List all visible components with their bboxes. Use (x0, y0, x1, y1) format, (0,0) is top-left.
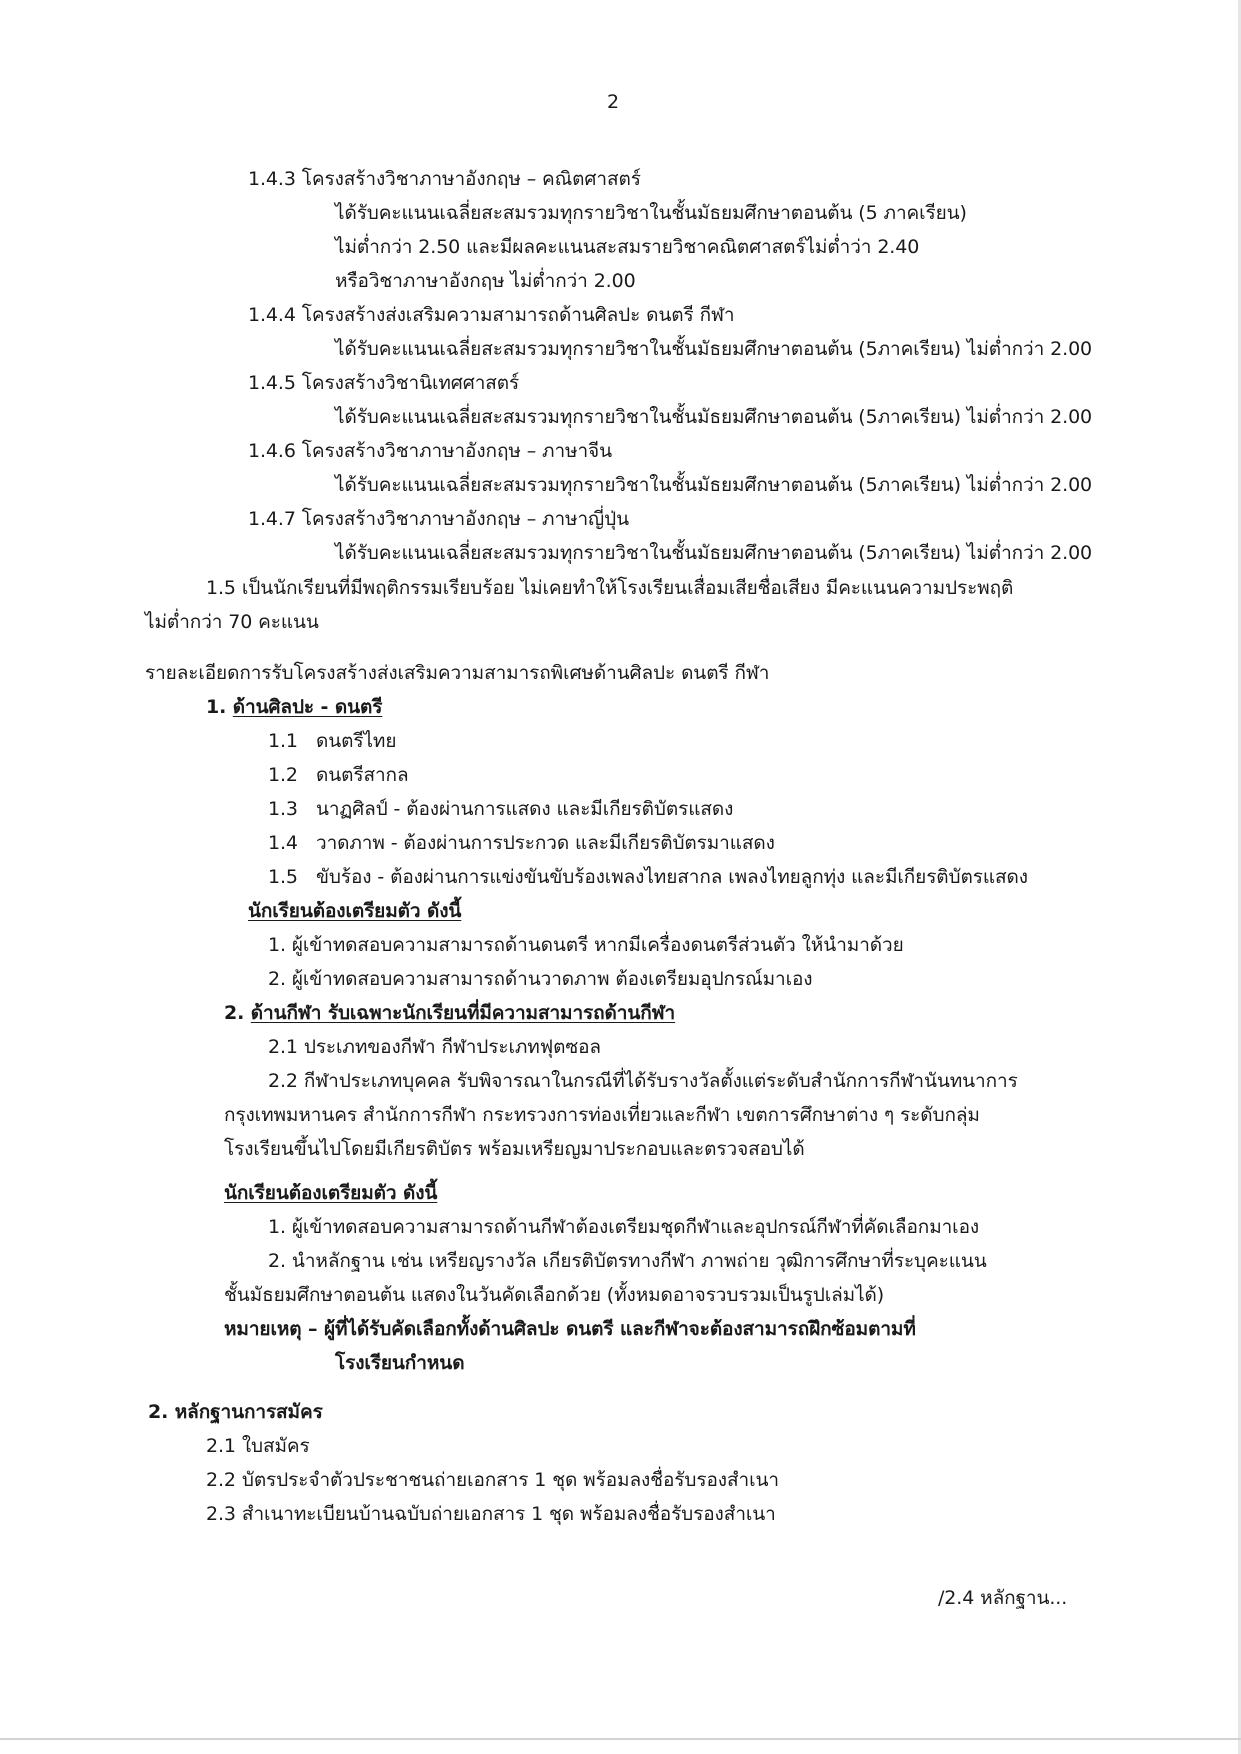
arts-item (268, 728, 396, 754)
arts-prep-item: 1. ผู้เข้าทดสอบความสามารถด้านดนตรี หากมีเครื่องดนตรีส่วนตัว ให้นำมาด้วย (268, 934, 904, 956)
sports-prep-item: 1. ผู้เข้าทดสอบความสามารถด้านกีฬาต้องเตรียมชุดกีฬาและอุปกรณ์กีฬาที่คัดเลือกมาเอง (268, 1216, 980, 1238)
arts-item-text: ดนตรีไทย (316, 730, 397, 752)
arts-item-number: 1.5 (268, 866, 298, 888)
sports-prep-heading: นักเรียนต้องเตรียมตัว ดังนี้ (224, 1182, 438, 1204)
page-edge (0, 1738, 1241, 1740)
sports-number: 2. (224, 1002, 245, 1024)
arts-number: 1. (206, 696, 227, 718)
sports-prep-item-cont: ชั้นมัธยมศึกษาตอนต้น แสดงในวันคัดเลือกด้วย (ทั้งหมดอาจรวบรวมเป็นรูปเล่มได้) (224, 1284, 885, 1306)
evidence-item: 2.3 สำเนาทะเบียนบ้านฉบับถ่ายเอกสาร 1 ชุด พร้อมลงชื่อรับรองสำเนา (206, 1503, 776, 1525)
note: หมายเหตุ – ผู้ที่ได้รับคัดเลือกทั้งด้านศิลปะ ดนตรี และกีฬาจะต้องสามารถฝึกซ้อมตามที่ (224, 1318, 916, 1340)
sports-prep-item: 2. นำหลักฐาน เช่น เหรียญรางวัล เกียรติบัตรทางกีฬา ภาพถ่าย วุฒิการศึกษาที่ระบุคะแนน (268, 1250, 987, 1272)
criterion-1-4-6-text: ได้รับคะแนนเฉลี่ยสะสมรวมทุกรายวิชาในชั้นมัธยมศึกษาตอนต้น (5ภาคเรียน) ไม่ต่ำกว่า 2.00 (335, 474, 1093, 496)
continuation-note: /2.4 หลักฐาน... (938, 1587, 1068, 1609)
sports-item: 2.1 ประเภทของกีฬา กีฬาประเภทฟุตซอล (268, 1036, 601, 1058)
criterion-1-4-3-text: ไม่ต่ำกว่า 2.50 และมีผลคะแนนสะสมรายวิชาคณิตศาสตร์ไม่ต่ำว่า 2.40 (335, 236, 920, 258)
arts-item (268, 796, 733, 822)
arts-item-text: นาฏศิลป์ - ต้องผ่านการแสดง และมีเกียรติบัตรแสดง (316, 798, 734, 820)
arts-item-number: 1.4 (268, 832, 298, 854)
arts-title: ด้านศิลปะ - ดนตรี (232, 696, 383, 718)
criterion-1-4-3-text: หรือวิชาภาษาอังกฤษ ไม่ต่ำกว่า 2.00 (335, 270, 636, 292)
arts-item (268, 864, 1028, 890)
arts-item-number: 1.2 (268, 764, 298, 786)
arts-heading (206, 694, 382, 720)
arts-item-text: ขับร้อง - ต้องผ่านการแข่งขันขับร้องเพลงไทยสากล เพลงไทยลูกทุ่ง และมีเกียรติบัตรแสดง (316, 866, 1028, 888)
evidence-item: 2.2 บัตรประจำตัวประชาชนถ่ายเอกสาร 1 ชุด พร้อมลงชื่อรับรองสำเนา (206, 1469, 779, 1491)
page-number: 2 (607, 91, 619, 113)
evidence-item: 2.1 ใบสมัคร (206, 1435, 310, 1457)
arts-item (268, 762, 408, 788)
sports-item: 2.2 กีฬาประเภทบุคคล รับพิจารณาในกรณีที่ได้รับรางวัลตั้งแต่ระดับสำนักการกีฬานันทนาการ (268, 1070, 1018, 1092)
arts-item-number: 1.3 (268, 798, 298, 820)
criterion-1-4-7-text: ได้รับคะแนนเฉลี่ยสะสมรวมทุกรายวิชาในชั้นมัธยมศึกษาตอนต้น (5ภาคเรียน) ไม่ต่ำกว่า 2.00 (335, 542, 1093, 564)
arts-item-text: วาดภาพ - ต้องผ่านการประกวด และมีเกียรติบัตรมาแสดง (316, 832, 775, 854)
criterion-1-4-6-title: 1.4.6 โครงสร้างวิชาภาษาอังกฤษ – ภาษาจีน (248, 440, 612, 462)
arts-item-text: ดนตรีสากล (316, 764, 409, 786)
note-cont: โรงเรียนกำหนด (335, 1352, 465, 1374)
criterion-1-4-4-title: 1.4.4 โครงสร้างส่งเสริมความสามารถด้านศิลปะ ดนตรี กีฬา (248, 304, 735, 326)
criterion-1-4-3-title: 1.4.3 โครงสร้างวิชาภาษาอังกฤษ – คณิตศาสตร์ (248, 168, 641, 190)
criterion-1-4-5-text: ได้รับคะแนนเฉลี่ยสะสมรวมทุกรายวิชาในชั้นมัธยมศึกษาตอนต้น (5ภาคเรียน) ไม่ต่ำกว่า 2.00 (335, 406, 1093, 428)
criterion-1-5-text: 1.5 เป็นนักเรียนที่มีพฤติกรรมเรียบร้อย ไม่เคยทำให้โรงเรียนเสื่อมเสียชื่อเสียง มีคะแนนความประพฤติ (206, 577, 1014, 599)
criterion-1-4-4-text: ได้รับคะแนนเฉลี่ยสะสมรวมทุกรายวิชาในชั้นมัธยมศึกษาตอนต้น (5ภาคเรียน) ไม่ต่ำกว่า 2.00 (335, 338, 1093, 360)
sports-title: ด้านกีฬา รับเฉพาะนักเรียนที่มีความสามารถด้านกีฬา (250, 1002, 676, 1024)
criterion-1-4-3-text: ได้รับคะแนนเฉลี่ยสะสมรวมทุกรายวิชาในชั้นมัธยมศึกษาตอนต้น (5 ภาคเรียน) (335, 202, 967, 224)
special-heading: รายละเอียดการรับโครงสร้างส่งเสริมความสามารถพิเศษด้านศิลปะ ดนตรี กีฬา (145, 662, 770, 684)
criterion-1-4-5-title: 1.4.5 โครงสร้างวิชานิเทศศาสตร์ (248, 372, 520, 394)
criterion-1-5-text: ไม่ต่ำกว่า 70 คะแนน (145, 611, 319, 633)
criterion-1-4-7-title: 1.4.7 โครงสร้างวิชาภาษาอังกฤษ – ภาษาญี่ปุ่น (248, 508, 629, 530)
arts-item (268, 830, 775, 856)
arts-prep-item: 2. ผู้เข้าทดสอบความสามารถด้านวาดภาพ ต้องเตรียมอุปกรณ์มาเอง (268, 968, 813, 990)
sports-item-cont: โรงเรียนขึ้นไปโดยมีเกียรติบัตร พร้อมเหรียญมาประกอบและตรวจสอบได้ (224, 1138, 805, 1160)
arts-item-number: 1.1 (268, 730, 298, 752)
arts-prep-heading: นักเรียนต้องเตรียมตัว ดังนี้ (248, 900, 462, 922)
sports-heading (224, 1000, 675, 1026)
evidence-heading: 2. หลักฐานการสมัคร (148, 1401, 323, 1423)
sports-item-cont: กรุงเทพมหานคร สำนักการกีฬา กระทรวงการท่องเที่ยวและกีฬา เขตการศึกษาต่าง ๆ ระดับกลุ่ม (224, 1104, 980, 1126)
